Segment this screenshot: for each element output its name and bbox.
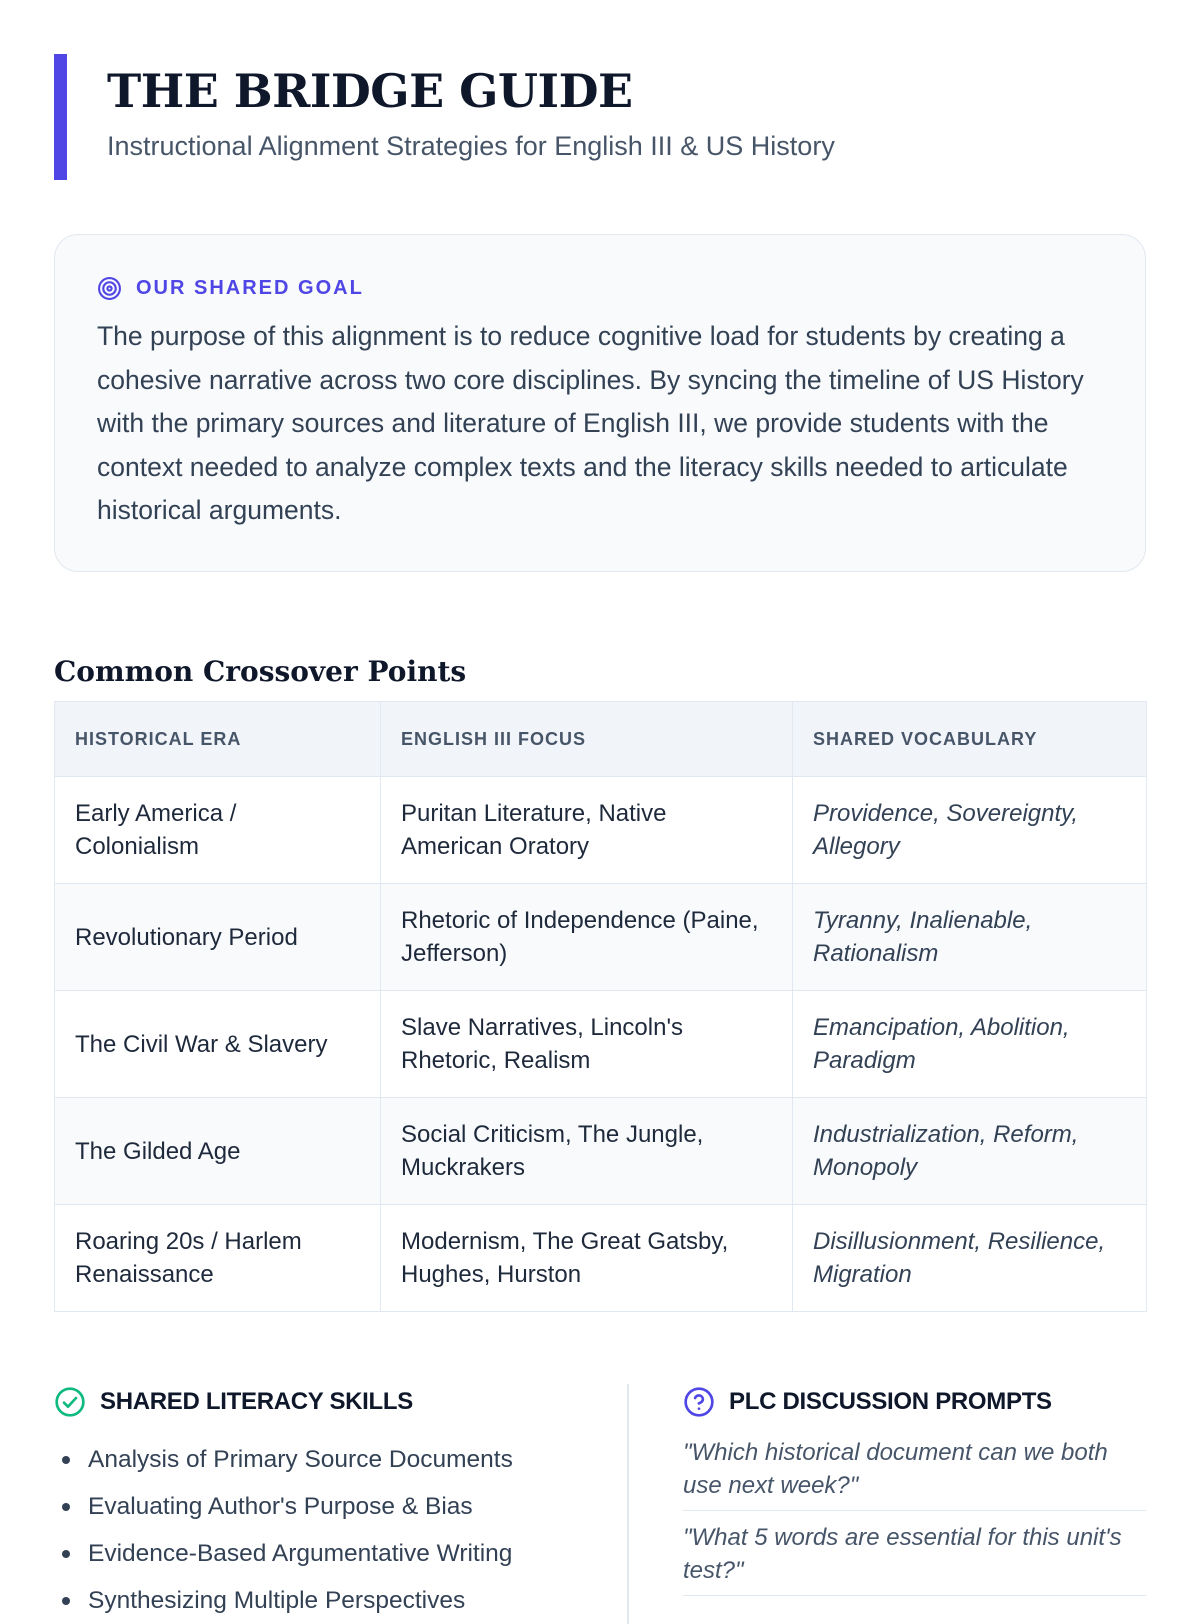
table-row <box>55 1205 1147 1312</box>
era-cell: Early America / Colonialism <box>55 777 381 884</box>
era-cell: Revolutionary Period <box>55 884 381 991</box>
vocab-cell: Disillusionment, Resilience, Migration <box>793 1205 1147 1312</box>
shared-goal-text: The purpose of this alignment is to reduce cognitive load for students by creating a cohesive narrative across two core disciplines. By syncing the timeline of US History with the primary sources and literature of English III, we provide students with the context needed to analyze complex texts and the literacy skills needed to articulate historical arguments. <box>97 321 1084 525</box>
skill-label: Analysis of Primary Source Documents <box>88 1446 513 1473</box>
prompts-header <box>683 1380 1146 1424</box>
vocab-cell: Providence, Sovereignty, Allegory <box>793 777 1147 884</box>
shared-goal-label: OUR SHARED GOAL <box>136 276 364 299</box>
focus-cell: Slave Narratives, Lincoln's Rhetoric, Realism <box>381 991 793 1098</box>
skill-label: Evaluating Author's Purpose & Bias <box>88 1493 473 1520</box>
era-cell: The Gilded Age <box>55 1098 381 1205</box>
focus-cell: Modernism, The Great Gatsby, Hughes, Hurston <box>381 1205 793 1312</box>
focus-cell: Puritan Literature, Native American Oratory <box>381 777 793 884</box>
table-row <box>55 1098 1147 1205</box>
shared-goal-header <box>97 275 364 301</box>
list-item <box>54 1483 594 1530</box>
bullet <box>62 1456 70 1464</box>
column-divider <box>627 1384 629 1624</box>
accent-bar <box>54 54 67 180</box>
list-item <box>54 1436 594 1483</box>
skills-title: SHARED LITERACY SKILLS <box>100 1388 413 1415</box>
bullet <box>62 1503 70 1511</box>
era-cell: Roaring 20s / Harlem Renaissance <box>55 1205 381 1312</box>
page-title: THE BRIDGE GUIDE <box>107 64 633 118</box>
page-header <box>54 54 1146 180</box>
vocab-cell: Tyranny, Inalienable, Rationalism <box>793 884 1147 991</box>
prompts-list <box>683 1436 1146 1596</box>
prompts-title: PLC DISCUSSION PROMPTS <box>729 1388 1052 1415</box>
shared-goal-card <box>54 234 1146 572</box>
skills-header <box>54 1380 594 1424</box>
table-row <box>55 991 1147 1098</box>
skill-label: Evidence-Based Argumentative Writing <box>88 1540 513 1567</box>
skill-label: Synthesizing Multiple Perspectives <box>88 1587 466 1614</box>
vocab-cell: Emancipation, Abolition, Paradigm <box>793 991 1147 1098</box>
discussion-prompt: "What 5 words are essential for this unit's test?" <box>683 1521 1146 1596</box>
check-circle-icon <box>54 1386 86 1418</box>
crossover-section-title: Common Crossover Points <box>54 655 467 689</box>
column-header-english-focus: ENGLISH III FOCUS <box>381 702 793 777</box>
focus-cell: Rhetoric of Independence (Paine, Jefferson) <box>381 884 793 991</box>
table-row <box>55 884 1147 991</box>
list-item <box>54 1577 594 1624</box>
crossover-table <box>54 701 1147 1312</box>
question-circle-icon <box>683 1386 715 1418</box>
column-header-historical-era: HISTORICAL ERA <box>55 702 381 777</box>
page-subtitle: Instructional Alignment Strategies for English III & US History <box>107 131 835 161</box>
vocab-cell: Industrialization, Reform, Monopoly <box>793 1098 1147 1205</box>
bullet <box>62 1597 70 1605</box>
bullet <box>62 1550 70 1558</box>
table-row <box>55 777 1147 884</box>
column-header-shared-vocabulary: SHARED VOCABULARY <box>793 702 1147 777</box>
skills-list <box>54 1436 594 1624</box>
plc-discussion-prompts-section <box>683 1380 1146 1606</box>
era-cell: The Civil War & Slavery <box>55 991 381 1098</box>
list-item <box>54 1530 594 1577</box>
target-icon <box>97 276 122 301</box>
table-header-row <box>55 702 1147 777</box>
shared-literacy-skills-section <box>54 1380 594 1624</box>
focus-cell: Social Criticism, The Jungle, Muckrakers <box>381 1098 793 1205</box>
discussion-prompt: "Which historical document can we both use next week?" <box>683 1436 1146 1511</box>
